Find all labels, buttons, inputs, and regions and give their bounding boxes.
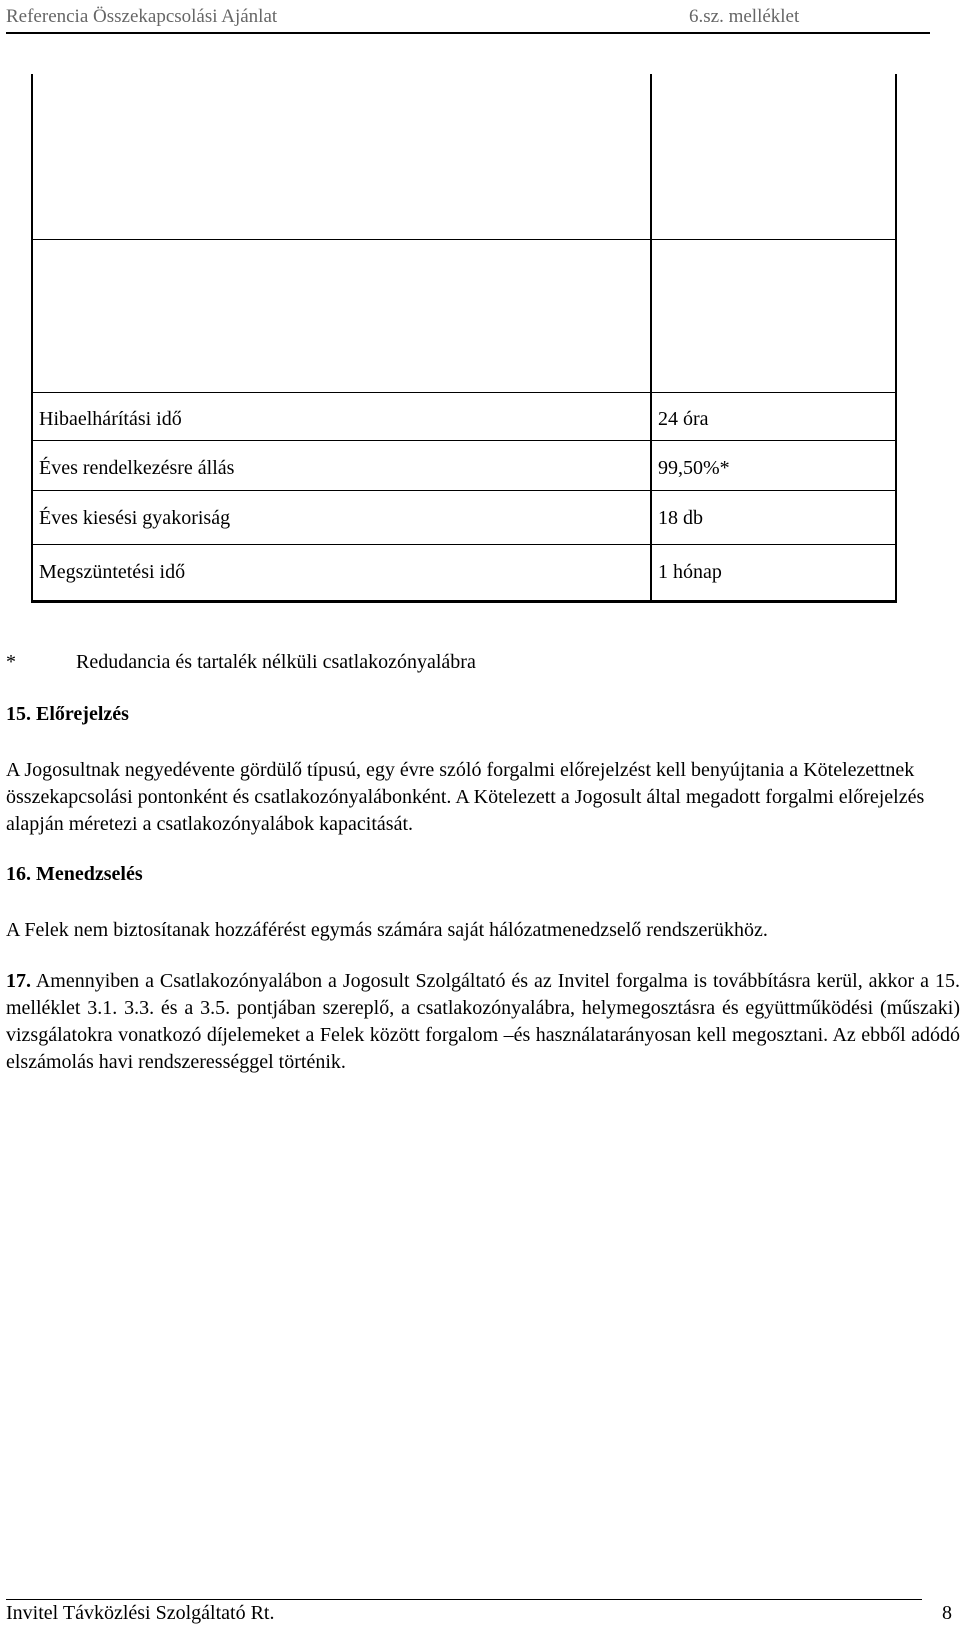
section-16-body: A Felek nem biztosítanak hozzáférést egymás számára saját hálózatmenedzselő rendszerükhöz.	[6, 919, 768, 941]
table-border-left	[31, 74, 33, 602]
table-border-right	[895, 74, 897, 602]
table-row-value: 1 hónap	[658, 561, 722, 583]
table-row-divider	[31, 490, 897, 491]
table-row-label: Megszüntetési idő	[39, 561, 186, 583]
section-15-heading	[6, 703, 129, 726]
footnote-mark: *	[6, 651, 16, 673]
table-row-value: 24 óra	[658, 408, 709, 430]
page-number: 8	[942, 1602, 952, 1624]
section-15-body: A Jogosultnak negyedévente gördülő típusú, egy évre szóló forgalmi előrejelzést kell benyújtania a Kötelezettnek összekapcsolási pontonként és csatlakozónyalábonként. A Kötelezett a Jogosult által megadott forgalmi előrejelzés alapján méretezi a csatlakozónyalábok kapacitását.	[6, 759, 925, 835]
table-row-label: Hibaelhárítási idő	[39, 408, 182, 430]
section-number: 17.	[6, 970, 31, 992]
table-row-divider	[31, 392, 897, 393]
header-annex: 6.sz. melléklet	[689, 6, 800, 27]
table-row-divider	[31, 440, 897, 441]
header-title: Referencia Összekapcsolási Ajánlat	[6, 6, 278, 27]
section-16-heading	[6, 863, 143, 886]
section-title: Menedzselés	[36, 863, 143, 885]
section-number: 15.	[6, 703, 31, 725]
section-title: Előrejelzés	[36, 703, 129, 725]
table-row-label: Éves kiesési gyakoriság	[39, 507, 231, 529]
table-border-bottom	[31, 600, 897, 603]
table-row-value: 99,50%*	[658, 457, 730, 479]
footer-company: Invitel Távközlési Szolgáltató Rt.	[6, 1602, 275, 1624]
footer-rule	[6, 1599, 922, 1600]
table-column-divider	[650, 74, 652, 602]
table-row-value: 18 db	[658, 507, 703, 529]
page-header	[6, 6, 930, 34]
sla-table	[31, 74, 928, 623]
section-17-text: Amennyiben a Csatlakozónyalábon a Jogosult Szolgáltató és az Invitel forgalma is továbbításra kerül, akkor a 15. melléklet 3.1. 3.3. és a 3.5. pontjában szereplő, a csatlakozónyalábra, helymegosztásra és együttműködési (műszaki) vizsgálatokra vonatkozó díjelemeket a Felek között forgalom –és használatarányosan kell megosztani. Az ebből adódó elszámolás havi rendszerességgel történik.	[6, 970, 960, 1073]
footnote-text: Redudancia és tartalék nélküli csatlakozónyalábra	[76, 651, 476, 673]
section-17-body	[6, 968, 960, 1076]
section-number: 16.	[6, 863, 31, 885]
table-row-divider	[31, 239, 897, 240]
table-row-label: Éves rendelkezésre állás	[39, 457, 235, 479]
table-row-divider	[31, 544, 897, 545]
